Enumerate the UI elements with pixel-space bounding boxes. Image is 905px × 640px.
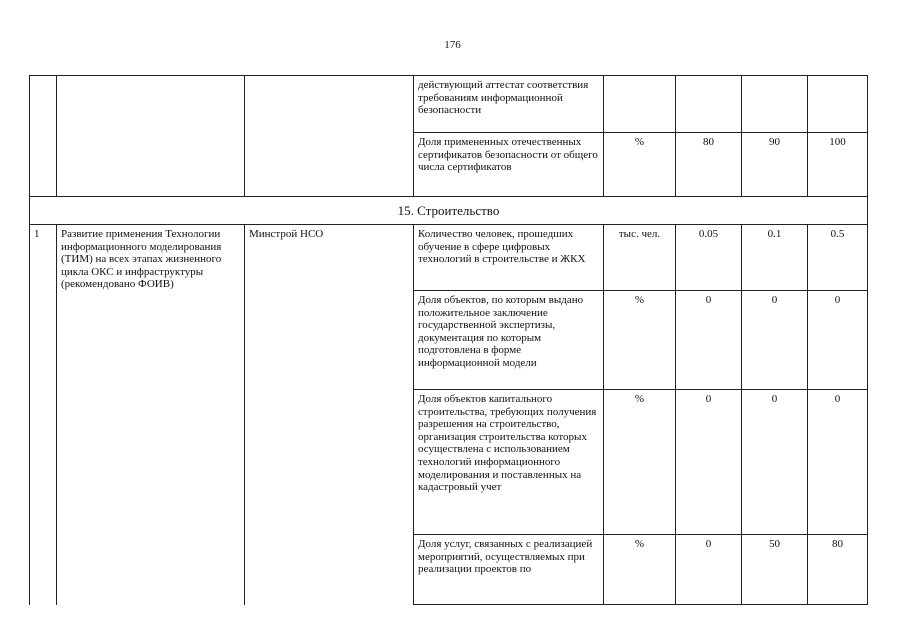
- cell-unit: %: [604, 133, 676, 197]
- cell-responsible: [245, 76, 414, 197]
- cell-indicator: действующий аттестат соответствия требованиям информационной безопасности: [414, 76, 604, 133]
- cell-value-2: 50: [742, 535, 808, 605]
- table-row: [30, 76, 868, 133]
- page-number: 176: [444, 39, 461, 51]
- section-title: 15. Строительство: [30, 197, 868, 225]
- cell-value-3: 0.5: [808, 225, 868, 291]
- indicators-table: [29, 75, 868, 605]
- cell-value-1: 0: [676, 390, 742, 535]
- cell-unit: тыс. чел.: [604, 225, 676, 291]
- table-row: [30, 225, 868, 291]
- cell-value-2: 0.1: [742, 225, 808, 291]
- cell-value-1: 80: [676, 133, 742, 197]
- cell-indicator: Доля объектов капитального строительства, требующих получения разрешения на строительство, организация строительства которых осуществлена с использованием технологий информационного моделирования и поставленных на кадастровый учет: [414, 390, 604, 535]
- cell-measure: [57, 76, 245, 197]
- cell-indicator: Доля объектов, по которым выдано положительное заключение государственной экспертизы, документация по которым подготовлена в форме информационной модели: [414, 291, 604, 390]
- cell-value-3: 100: [808, 133, 868, 197]
- cell-value-1: 0: [676, 291, 742, 390]
- cell-unit: %: [604, 291, 676, 390]
- cell-unit: [604, 76, 676, 133]
- cell-value-2: 90: [742, 133, 808, 197]
- cell-indicator: Количество человек, прошедших обучение в сфере цифровых технологий в строительстве и ЖКХ: [414, 225, 604, 291]
- cell-value-3: 0: [808, 291, 868, 390]
- cell-value-1: 0.05: [676, 225, 742, 291]
- cell-value-3: 80: [808, 535, 868, 605]
- cell-measure: Развитие применения Технологии информационного моделирования (ТИМ) на всех этапах жизненного цикла ОКС и инфраструктуры (рекомендовано ФОИВ): [57, 225, 245, 605]
- cell-num: [30, 76, 57, 197]
- cell-value-2: 0: [742, 390, 808, 535]
- cell-indicator: Доля услуг, связанных с реализацией мероприятий, осуществляемых при реализации проектов по: [414, 535, 604, 605]
- cell-indicator: Доля примененных отечественных сертификатов безопасности от общего числа сертификатов: [414, 133, 604, 197]
- cell-num: 1: [30, 225, 57, 605]
- cell-unit: %: [604, 535, 676, 605]
- cell-value-3: 0: [808, 390, 868, 535]
- cell-value-1: 0: [676, 535, 742, 605]
- cell-value-3: [808, 76, 868, 133]
- cell-unit: %: [604, 390, 676, 535]
- cell-value-1: [676, 76, 742, 133]
- cell-responsible: Минстрой НСО: [245, 225, 414, 605]
- cell-value-2: [742, 76, 808, 133]
- section-row: [30, 197, 868, 225]
- cell-value-2: 0: [742, 291, 808, 390]
